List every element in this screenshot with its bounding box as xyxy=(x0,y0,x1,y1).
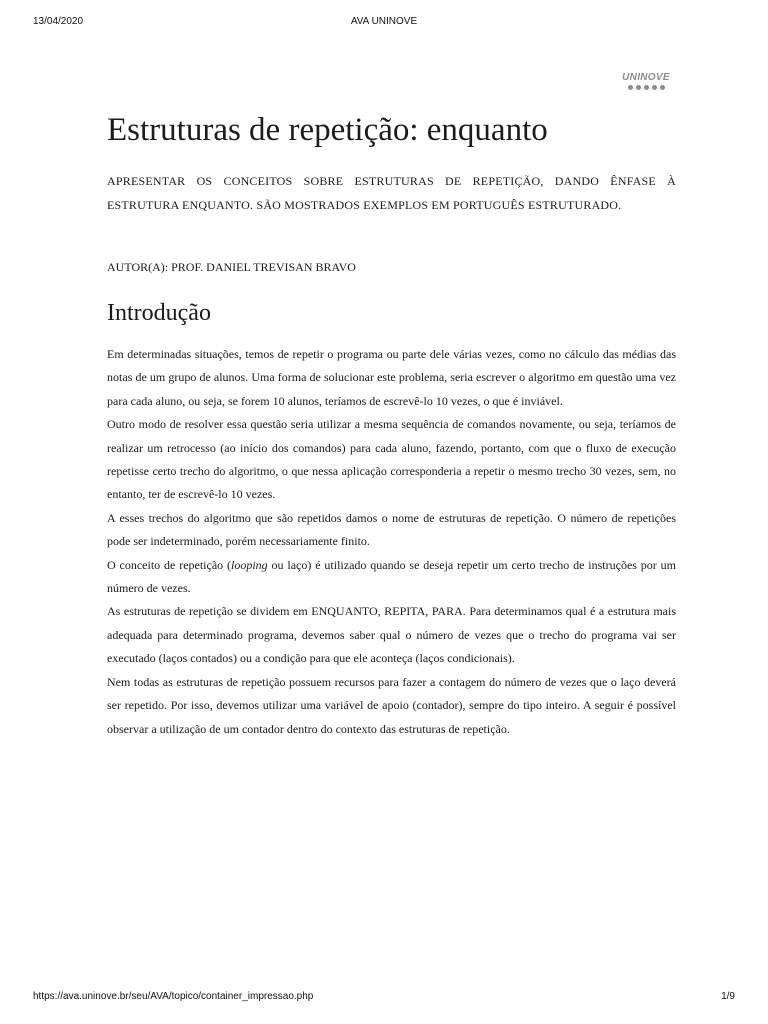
paragraph: Nem todas as estruturas de repetição possuem recursos para fazer a contagem do número de vezes que o laço deverá ser repetido. Por isso, devemos utilizar uma variável de apoio (contador), sempre do tipo inteiro. A seguir é possível observar a utilização de um contador dentro do contexto das estruturas de repetição. xyxy=(107,674,676,736)
document-author: AUTOR(A): PROF. DANIEL TREVISAN BRAVO xyxy=(107,260,356,274)
print-header xyxy=(0,16,768,32)
print-footer xyxy=(0,991,768,1007)
print-url: https://ava.uninove.br/seu/AVA/topico/container_impressao.php xyxy=(33,991,314,1002)
section-body xyxy=(107,343,676,741)
emphasis-text: looping xyxy=(231,557,268,572)
paragraph: A esses trechos do algoritmo que são repetidos damos o nome de estruturas de repetição. O número de repetições pode ser indeterminado, porém necessariamente finito. xyxy=(107,510,676,549)
logo-text: UNINOVE xyxy=(622,72,670,83)
paragraph: Outro modo de resolver essa questão seria utilizar a mesma sequência de comandos novamente, ou seja, teríamos de realizar um retrocesso (ao início dos comandos) para cada aluno, fazendo, portanto, com que o fluxo de execução repetisse certo trecho do algoritmo, o que nessa aplicação corresponderia a repetir o mesmo trecho 30 vezes, sem, no entanto, ter de escrevê-lo 10 vezes. xyxy=(107,417,676,502)
paragraph-text: O conceito de repetição ( xyxy=(107,557,232,572)
section-title-introducao: Introdução xyxy=(107,300,211,326)
print-page-title: AVA UNINOVE xyxy=(350,16,418,27)
uninove-logo xyxy=(618,72,674,94)
paragraph-text: ou laço) é utilizado quando se deseja repetir um certo trecho de instruções por um número de vezes. xyxy=(107,557,676,596)
document-title: Estruturas de repetição: enquanto xyxy=(107,112,548,148)
paragraph xyxy=(107,554,676,601)
page-number: 1/9 xyxy=(721,991,735,1002)
document-subtitle: APRESENTAR OS CONCEITOS SOBRE ESTRUTURAS DE REPETIÇÃO, DANDO ÊNFASE À ESTRUTURA ENQUANTO. SÃO MOSTRADOS EXEMPLOS EM PORTUGUÊS ESTRUTURADO. xyxy=(107,174,676,212)
print-date: 13/04/2020 xyxy=(33,16,84,27)
document-content xyxy=(107,108,676,741)
paragraph: As estruturas de repetição se dividem em ENQUANTO, REPITA, PARA. Para determinamos qual é a estrutura mais adequada para determinado programa, devemos saber qual o número de vezes que o trecho do programa vai ser executado (laços contados) ou a condição para que ele aconteça (laços condicionais). xyxy=(107,604,676,666)
paragraph: Em determinadas situações, temos de repetir o programa ou parte dele várias vezes, como no cálculo das médias das notas de um grupo de alunos. Uma forma de solucionar este problema, seria escrever o algoritmo em questão uma vez para cada aluno, ou seja, se forem 10 alunos, teríamos de escrevê-lo 10 vezes, o que é inviável. xyxy=(107,347,676,408)
logo-dots xyxy=(618,85,674,90)
